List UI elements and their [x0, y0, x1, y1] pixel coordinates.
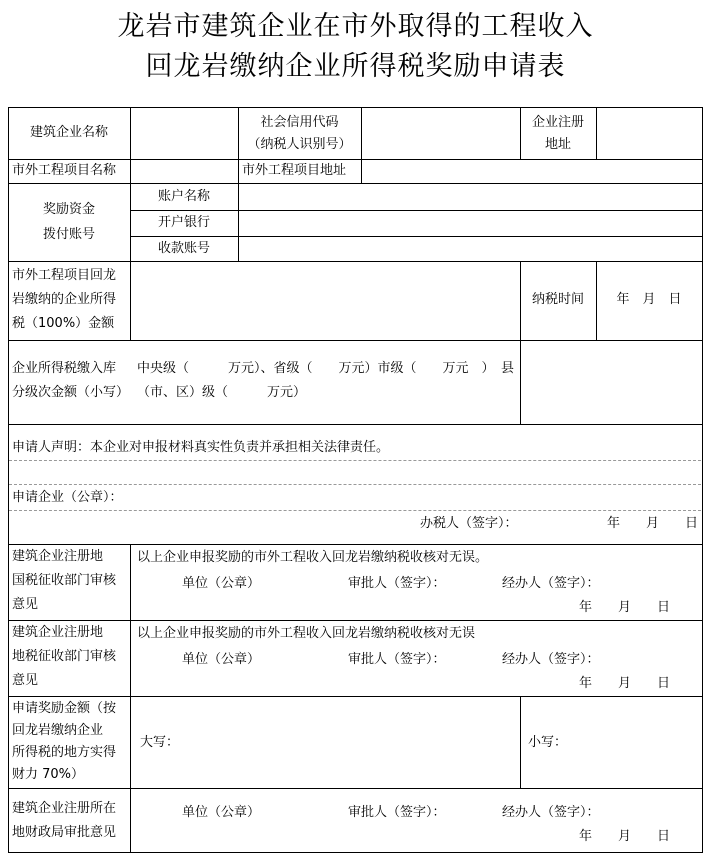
dashed-guide	[9, 510, 701, 511]
reg-addr-label-1: 企业注册	[531, 115, 584, 130]
account-name-label: 账户名称	[157, 189, 210, 204]
declaration-date: 年 月 日	[606, 516, 698, 531]
tax-time-label: 纳税时间	[531, 292, 584, 307]
credit-code-label-2: （纳税人识别号）	[247, 137, 352, 152]
tax-time-date: 年 月 日	[616, 292, 682, 307]
rule	[8, 620, 702, 621]
tax-levels-label-1: 企业所得税缴入库	[12, 361, 117, 376]
reward-amount-label-1: 申请奖励金额（按	[12, 701, 117, 716]
national-tax-statement: 以上企业申报奖励的市外工程收入回龙岩缴纳税收核对无误。	[137, 550, 489, 565]
tax-levels-content-2: （市、区）级（ 万元）	[137, 385, 307, 400]
rule	[8, 788, 702, 789]
local-tax-date: 年 月 日	[578, 676, 670, 691]
rule	[8, 424, 702, 425]
national-tax-label-2: 国税征收部门审核	[12, 573, 117, 588]
form-title-line-1: 龙岩市建筑企业在市外取得的工程收入	[117, 11, 594, 42]
tax-levels-content-1: 中央级（ 万元）、省级（ 万元）市级（ 万元 ） 县	[137, 361, 515, 376]
finance-bureau-date: 年 月 日	[578, 829, 670, 844]
reward-amount-label-2: 回龙岩缴纳企业	[12, 723, 104, 738]
local-tax-approver: 审批人（签字）：	[348, 652, 446, 667]
company-name-label: 建筑企业名称	[29, 125, 108, 140]
rule	[8, 183, 702, 184]
local-tax-statement: 以上企业申报奖励的市外工程收入回龙岩缴纳税收核对无误	[137, 626, 476, 641]
tax-levels-label-2: 分级次金额（小写）	[12, 385, 130, 400]
rule	[361, 107, 362, 184]
dashed-guide	[9, 484, 701, 485]
reward-small-label: 小写：	[528, 735, 568, 750]
declaration-handler: 办税人（签字）：	[420, 516, 518, 531]
project-name-label: 市外工程项目名称	[12, 163, 117, 178]
tax-amount-label-1: 市外工程项目回龙	[12, 268, 117, 283]
rule	[8, 544, 702, 545]
project-addr-label: 市外工程项目地址	[242, 163, 347, 178]
rule	[8, 261, 702, 262]
local-tax-handler: 经办人（签字）：	[502, 652, 600, 667]
finance-bureau-unit: 单位（公章）	[182, 805, 261, 820]
declaration-statement: 申请人声明：本企业对申报材料真实性负责并承担相关法律责任。	[12, 440, 390, 455]
form-title-line-2: 回龙岩缴纳企业所得税奖励申请表	[145, 51, 566, 82]
rule	[520, 340, 521, 425]
reg-addr-label-2: 地址	[544, 137, 571, 152]
finance-bureau-handler: 经办人（签字）：	[502, 805, 600, 820]
dashed-guide	[9, 460, 701, 461]
finance-bureau-label-2: 地财政局审批意见	[12, 825, 117, 840]
finance-bureau-label-1: 建筑企业注册所在	[12, 801, 117, 816]
rule	[130, 236, 702, 237]
rule	[238, 183, 239, 262]
reward-amount-label-4: 财力 70%）	[12, 767, 85, 782]
rule	[520, 696, 521, 789]
national-tax-date: 年 月 日	[578, 600, 670, 615]
reward-capital-label: 大写：	[140, 735, 180, 750]
table-border-top	[8, 107, 702, 108]
account-no-label: 收款账号	[157, 241, 210, 256]
reward-account-label-2: 拨付账号	[42, 227, 95, 242]
national-tax-handler: 经办人（签字）：	[502, 576, 600, 591]
tax-amount-label-2: 岩缴纳的企业所得	[12, 292, 117, 307]
local-tax-label-2: 地税征收部门审核	[12, 649, 117, 664]
local-tax-label-1: 建筑企业注册地	[12, 625, 104, 640]
table-border-bottom	[8, 852, 702, 853]
credit-code-label-1: 社会信用代码	[260, 115, 339, 130]
rule	[8, 696, 702, 697]
bank-label: 开户银行	[157, 215, 210, 230]
rule	[8, 340, 702, 341]
table-border-right	[702, 107, 703, 853]
local-tax-label-3: 意见	[12, 673, 39, 688]
rule	[130, 210, 702, 211]
tax-amount-label-3: 税（100%）金额	[12, 316, 115, 331]
finance-bureau-approver: 审批人（签字）：	[348, 805, 446, 820]
rule	[596, 107, 597, 160]
declaration-applicant: 申请企业（公章）：	[12, 490, 123, 505]
national-tax-approver: 审批人（签字）：	[348, 576, 446, 591]
national-tax-label-3: 意见	[12, 597, 39, 612]
reward-amount-label-3: 所得税的地方实得	[12, 745, 117, 760]
local-tax-unit: 单位（公章）	[182, 652, 261, 667]
national-tax-label-1: 建筑企业注册地	[12, 549, 104, 564]
national-tax-unit: 单位（公章）	[182, 576, 261, 591]
rule	[130, 107, 131, 184]
reward-account-label-1: 奖励资金	[42, 202, 95, 217]
rule	[130, 544, 131, 853]
